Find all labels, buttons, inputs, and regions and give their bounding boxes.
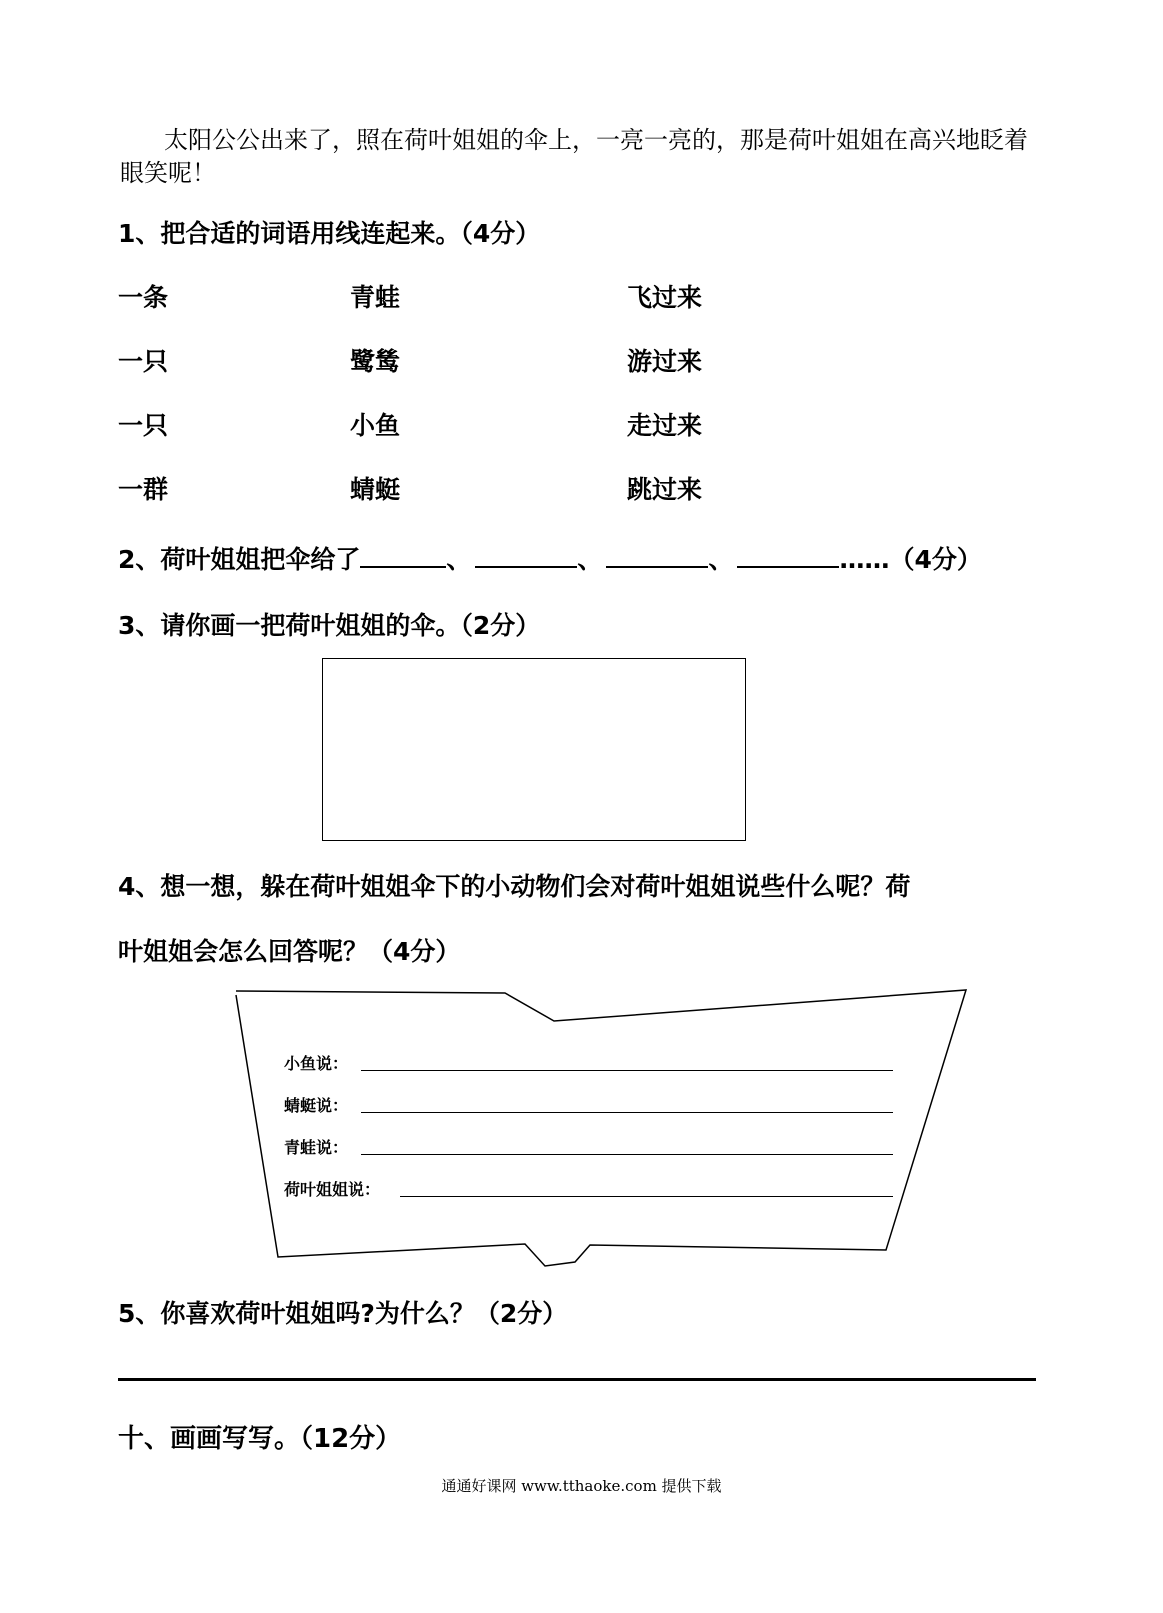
measure-word: 一条 [118, 283, 169, 312]
answer-line[interactable] [361, 1070, 893, 1071]
speaker-label-fish: 小鱼说： [284, 1054, 349, 1073]
speaker-label-dragonfly: 蜻蜓说： [284, 1096, 349, 1115]
answer-line[interactable] [400, 1196, 893, 1197]
question-2-prefix: 2、荷叶姐姐把伞给了 [118, 545, 361, 574]
question-5-title: 5、你喜欢荷叶姐姐吗?为什么？（2分） [118, 1299, 568, 1328]
reading-passage: 太阳公公出来了，照在荷叶姐姐的伞上，一亮一亮的，那是荷叶姐姐在高兴地眨着眼笑呢！ [120, 126, 1028, 187]
animal-word: 鹭鸶 [350, 347, 401, 376]
action-word: 游过来 [627, 347, 703, 376]
separator: 、 [708, 545, 734, 574]
separator: 、 [577, 545, 603, 574]
question-1-title: 1、把合适的词语用线连起来。（4分） [118, 219, 541, 248]
animal-word: 小鱼 [350, 411, 401, 440]
question-3-title: 3、请你画一把荷叶姐姐的伞。（2分） [118, 611, 541, 640]
speaker-label-frog: 青蛙说： [284, 1138, 349, 1157]
measure-word: 一只 [118, 411, 169, 440]
animal-word: 蜻蜓 [350, 475, 401, 504]
measure-word: 一只 [118, 347, 169, 376]
question-4-line-2: 叶姐姐会怎么回答呢？（4分） [118, 937, 461, 966]
action-word: 飞过来 [627, 283, 703, 312]
speaker-label-lotus-leaf: 荷叶姐姐说： [284, 1180, 381, 1199]
action-word: 走过来 [627, 411, 703, 440]
action-word: 跳过来 [627, 475, 703, 504]
answer-rule[interactable] [118, 1378, 1036, 1381]
answer-line[interactable] [361, 1154, 893, 1155]
animal-word: 青蛙 [350, 283, 401, 312]
answer-line[interactable] [361, 1112, 893, 1113]
section-10-title: 十、画画写写。（12分） [118, 1424, 402, 1454]
question-2-suffix: ……（4分） [839, 545, 982, 574]
measure-word: 一群 [118, 475, 169, 504]
question-4-line-1: 4、想一想，躲在荷叶姐姐伞下的小动物们会对荷叶姐姐说些什么呢？荷 [118, 872, 911, 901]
footer-credit: 通通好课网 www.tthaoke.com 提供下载 [441, 1477, 722, 1495]
separator: 、 [446, 545, 472, 574]
